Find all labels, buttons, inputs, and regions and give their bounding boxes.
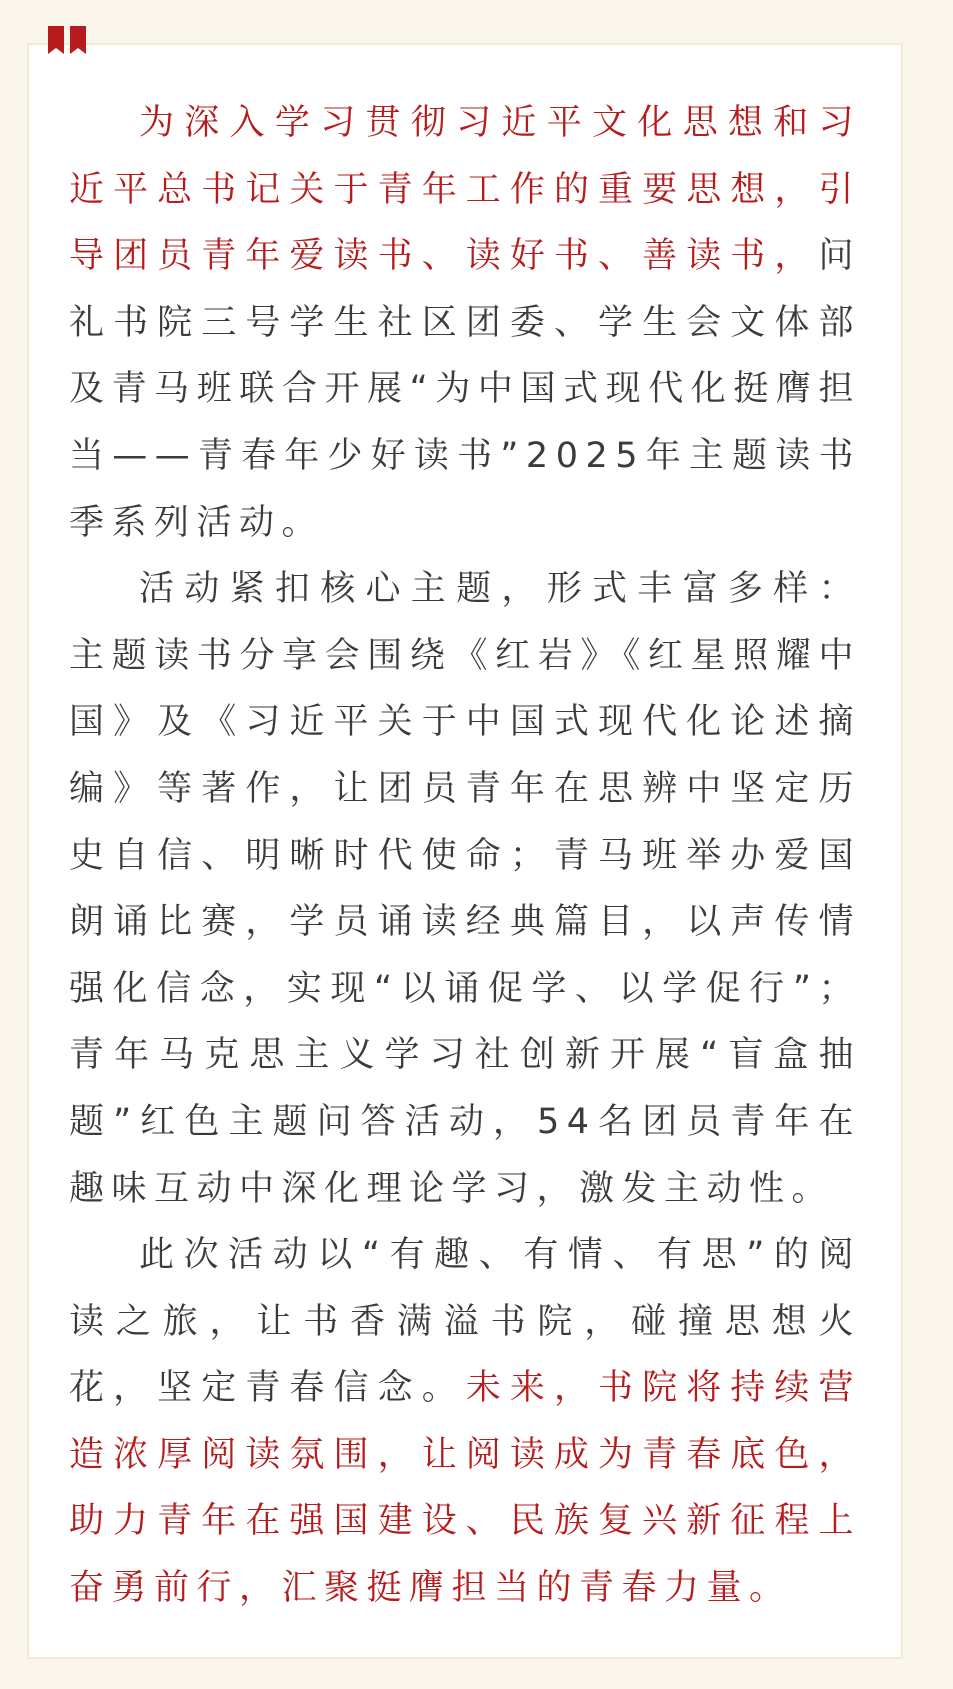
paragraph-3 — [69, 1222, 861, 1622]
paragraph-3-text: 此次活动以“有趣、有情、有思”的阅读之旅，让书香满溢书院，碰撞思想火花，坚定青春信念。 — [69, 1235, 861, 1409]
paragraph-1-text: 问礼书院三号学生社区团委、学生会文体部及青马班联合开展“为中国式现代化挺膺担当——青春年少好读书”2025年主题读书季系列活动。 — [69, 236, 861, 543]
paragraph-3-highlight: 未来，书院将持续营造浓厚阅读氛围，让阅读成为青春底色，助力青年在强国建设、民族复兴新征程上奋勇前行，汇聚挺膺担当的青春力量。 — [69, 1368, 861, 1609]
paragraph-1 — [69, 90, 861, 556]
article-body — [69, 90, 861, 1622]
quote-mark-icon — [46, 26, 90, 62]
paragraph-1-highlight: 为深入学习贯彻习近平文化思想和习近平总书记关于青年工作的重要思想，引导团员青年爱读书、读好书、善读书， — [69, 103, 861, 277]
paragraph-2: 活动紧扣核心主题，形式丰富多样：主题读书分享会围绕《红岩》《红星照耀中国》及《习近平关于中国式现代化论述摘编》等著作，让团员青年在思辨中坚定历史自信、明晰时代使命；青马班举办爱国朗诵比赛，学员诵读经典篇目，以声传情强化信念，实现“以诵促学、以学促行”；青年马克思主义学习社创新开展“盲盒抽题”红色主题问答活动，54名团员青年在趣味互动中深化理论学习，激发主动性。 — [69, 569, 861, 1209]
